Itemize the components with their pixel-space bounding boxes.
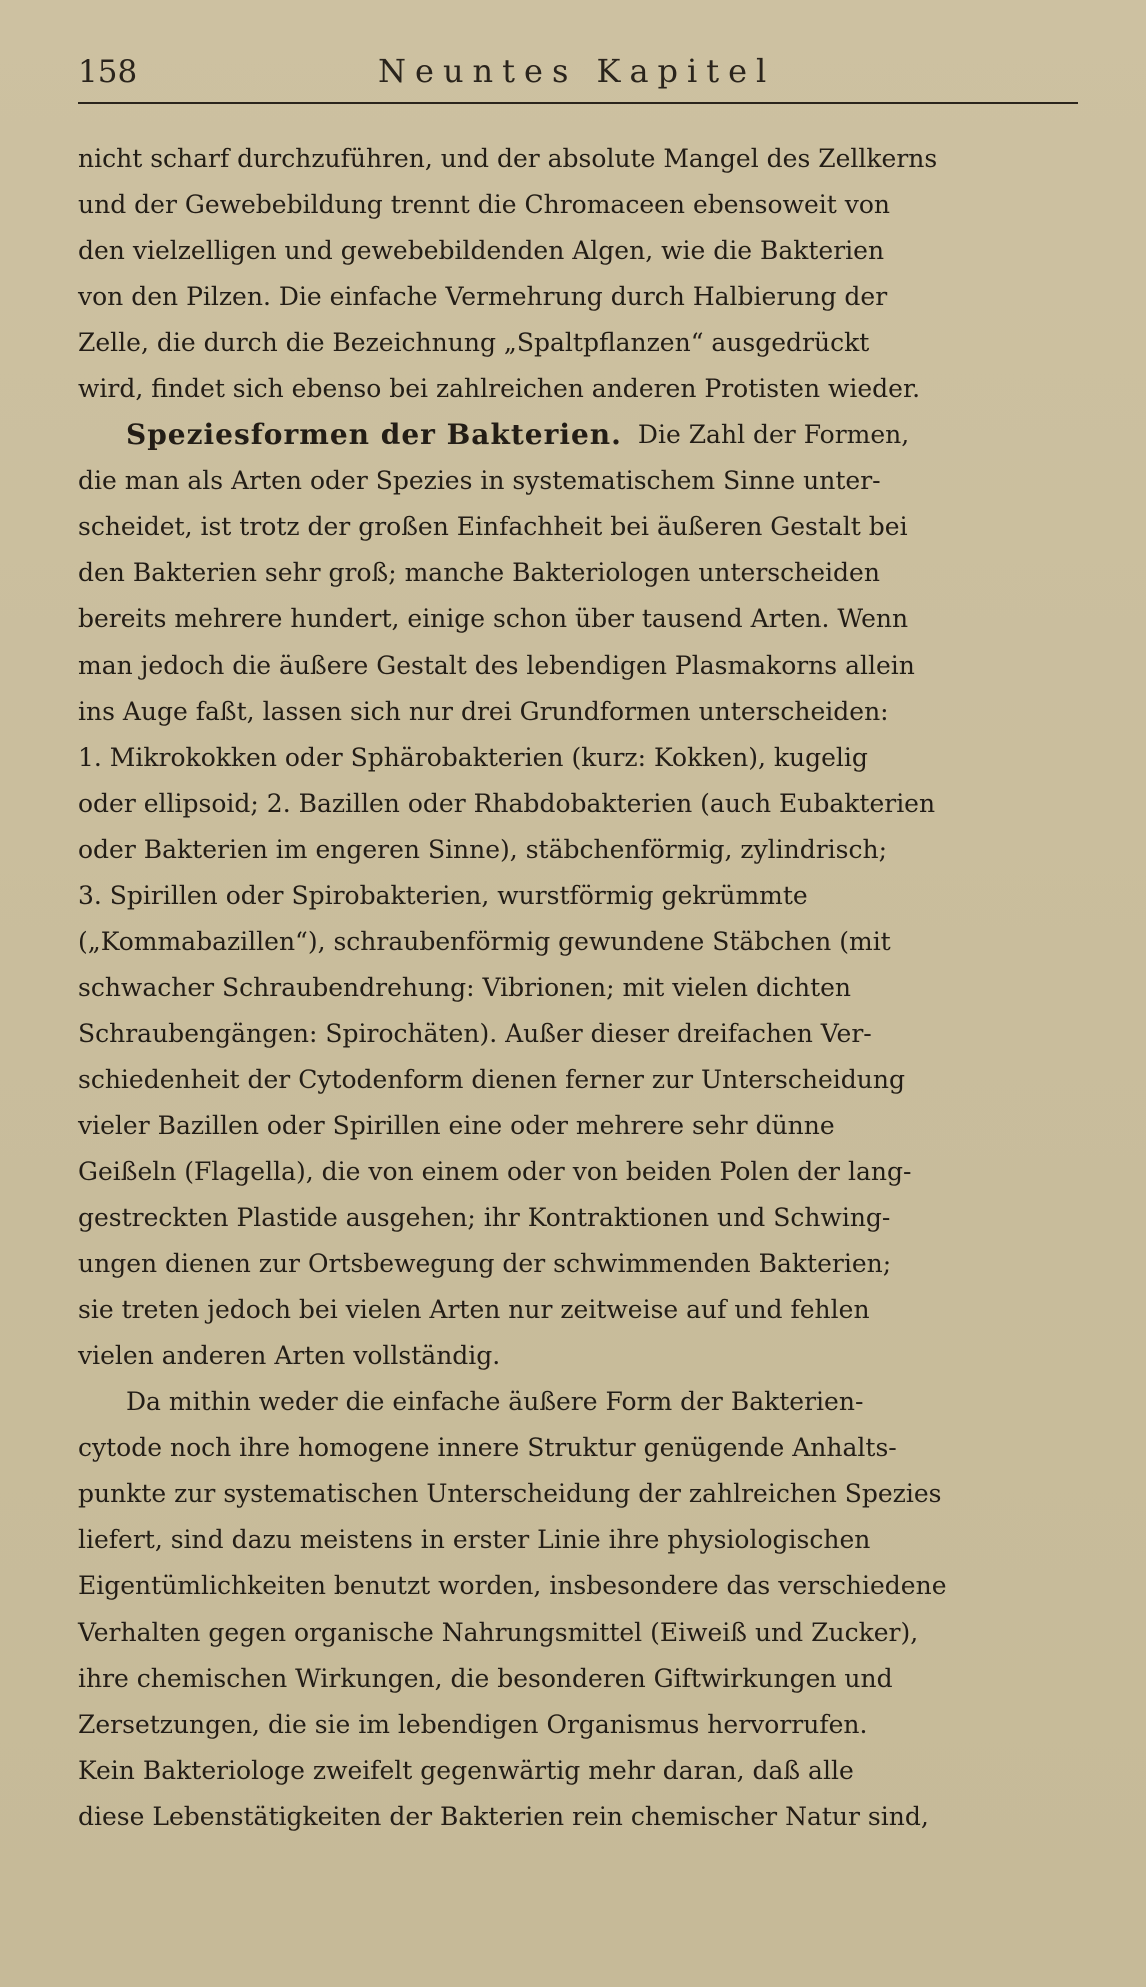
text-line: ungen dienen zur Ortsbewegung der schwimmenden Bakterien; xyxy=(78,1249,892,1279)
text-line: Geißeln (Flagella), die von einem oder von beiden Polen der lang- xyxy=(78,1157,912,1187)
text-line: den Bakterien sehr groß; manche Bakteriologen unterscheiden xyxy=(78,558,880,588)
text-line: 1. Mikrokokken oder Sphärobakterien (kurz: Kokken), kugelig xyxy=(78,742,868,772)
section-heading: Speziesformen der Bakterien. xyxy=(126,418,622,452)
text-line: oder ellipsoid; 2. Bazillen oder Rhabdobakterien (auch Eubakterien xyxy=(78,788,936,818)
page-header xyxy=(78,50,1078,104)
text-line: diese Lebenstätigkeiten der Bakterien rein chemischer Natur sind, xyxy=(78,1801,929,1831)
page-number: 158 xyxy=(78,54,138,90)
text-line: wird, findet sich ebenso bei zahlreichen anderen Protisten wieder. xyxy=(78,374,921,404)
text-line: punkte zur systematischen Unterscheidung der zahlreichen Spezies xyxy=(78,1479,942,1509)
text-line: 3. Spirillen oder Spirobakterien, wurstförmig gekrümmte xyxy=(78,880,808,910)
text-line: den vielzelligen und gewebebildenden Algen, wie die Bakterien xyxy=(78,236,885,266)
text-line: von den Pilzen. Die einfache Vermehrung durch Halbierung der xyxy=(78,282,888,312)
text-line: bereits mehrere hundert, einige schon über tausend Arten. Wenn xyxy=(78,604,909,634)
text-line: nicht scharf durchzuführen, und der absolute Mangel des Zellkerns xyxy=(78,144,938,173)
text-line: Eigentümlichkeiten benutzt worden, insbesondere das verschiedene xyxy=(78,1571,947,1601)
text-line: liefert, sind dazu meistens in erster Linie ihre physiologischen xyxy=(78,1525,871,1555)
text-line: Schraubengängen: Spirochäten). Außer dieser dreifachen Ver- xyxy=(78,1018,872,1048)
paragraph-start-line: Da mithin weder die einfache äußere Form der Bakterien- xyxy=(126,1387,864,1417)
text-line: vieler Bazillen oder Spirillen eine oder mehrere sehr dünne xyxy=(78,1110,835,1140)
text-line: sie treten jedoch bei vielen Arten nur zeitweise auf und fehlen xyxy=(78,1295,870,1325)
section-heading-line xyxy=(78,412,1078,458)
running-head: Neuntes Kapitel xyxy=(378,52,776,90)
text-line: Die Zahl der Formen, xyxy=(637,420,910,450)
text-line: scheidet, ist trotz der großen Einfachheit bei äußeren Gestalt bei xyxy=(78,512,908,542)
text-line: Zersetzungen, die sie im lebendigen Organismus hervorrufen. xyxy=(78,1709,868,1739)
text-line: schiedenheit der Cytodenform dienen ferner zur Unterscheidung xyxy=(78,1064,905,1094)
text-line: cytode noch ihre homogene innere Struktur genügende Anhalts- xyxy=(78,1433,897,1463)
text-line: man jedoch die äußere Gestalt des lebendigen Plasmakorns allein xyxy=(78,650,915,680)
text-line: gestreckten Plastide ausgehen; ihr Kontraktionen und Schwing- xyxy=(78,1203,891,1233)
text-line: schwacher Schraubendrehung: Vibrionen; mit vielen dichten xyxy=(78,972,852,1002)
text-line: Verhalten gegen organische Nahrungsmittel (Eiweiß und Zucker), xyxy=(78,1617,919,1647)
text-line: vielen anderen Arten vollständig. xyxy=(78,1341,501,1371)
text-line: („Kommabazillen“), schraubenförmig gewundene Stäbchen (mit xyxy=(78,926,891,956)
body-text xyxy=(78,136,1078,1840)
text-line: ihre chemischen Wirkungen, die besonderen Giftwirkungen und xyxy=(78,1663,893,1693)
text-line: die man als Arten oder Spezies in systematischem Sinne unter- xyxy=(78,466,881,496)
text-line: ins Auge faßt, lassen sich nur drei Grundformen unterscheiden: xyxy=(78,696,889,726)
text-line: Kein Bakteriologe zweifelt gegenwärtig mehr daran, daß alle xyxy=(78,1755,854,1785)
text-line: Zelle, die durch die Bezeichnung „Spaltpflanzen“ ausgedrückt xyxy=(78,328,870,358)
text-line: oder Bakterien im engeren Sinne), stäbchenförmig, zylindrisch; xyxy=(78,834,888,864)
text-line: und der Gewebebildung trennt die Chromaceen ebensoweit von xyxy=(78,190,890,220)
